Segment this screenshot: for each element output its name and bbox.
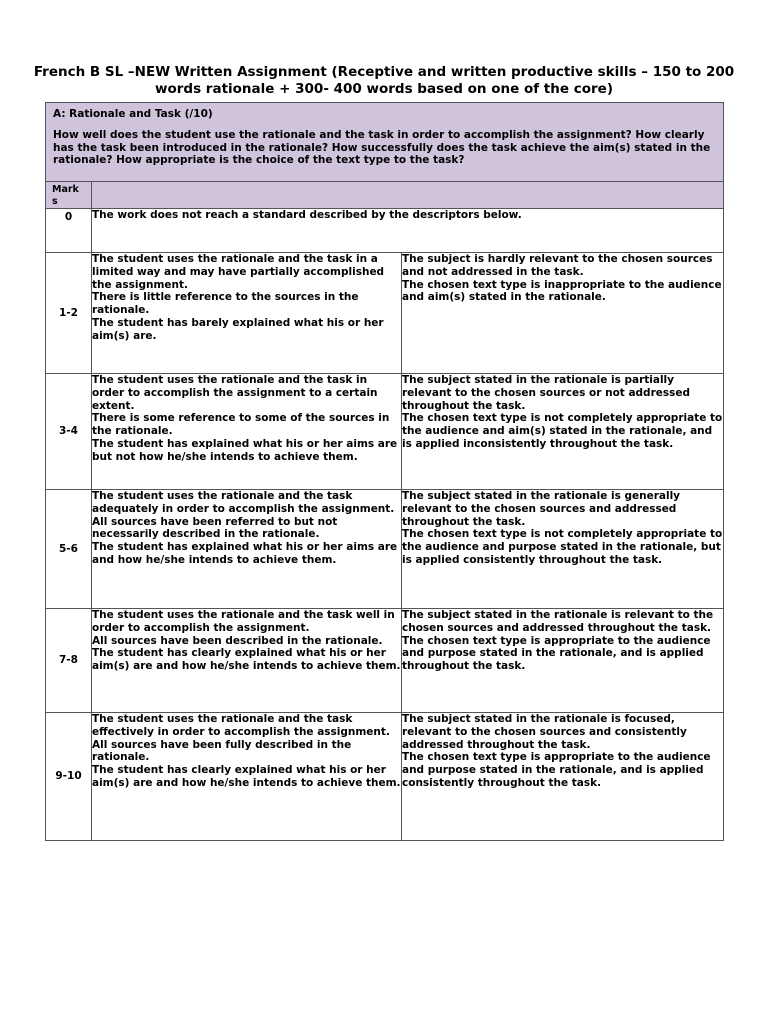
descriptor-line: The subject stated in the rationale is partially relevant to the chosen sources or not addressed throughout the task. [402, 374, 691, 412]
band-descriptor-left [92, 253, 402, 374]
band-mark: 0 [46, 209, 92, 253]
band-descriptor: The work does not reach a standard described by the descriptors below. [92, 209, 724, 253]
descriptor-line: The chosen text type is appropriate to the audience and purpose stated in the rationale, and is applied consistently throughout the task. [402, 751, 711, 789]
band-descriptor-right [402, 609, 724, 713]
band-row-0 [46, 209, 724, 253]
band-row-7-8 [46, 609, 724, 713]
band-row-5-6 [46, 490, 724, 609]
marks-column-label [46, 182, 91, 208]
descriptor-line: The student uses the rationale and the task in order to accomplish the assignment to a certain extent. [92, 374, 378, 412]
band-descriptor-right [402, 374, 724, 490]
descriptor-line: The chosen text type is inappropriate to the audience and aim(s) stated in the rationale. [402, 278, 722, 304]
descriptor-line: The student has barely explained what his or her aim(s) are. [92, 316, 384, 342]
descriptor-line: The student uses the rationale and the task effectively in order to accomplish the assignment. [92, 713, 390, 738]
descriptor-line: All sources have been described in the rationale. [92, 634, 383, 647]
marks-header-row [46, 182, 724, 209]
descriptor-line: The student uses the rationale and the task in a limited way and may have partially accomplished the assignment. [92, 253, 385, 291]
descriptor-line: The chosen text type is not completely appropriate to the audience and aim(s) stated in the rationale, and is applied inconsistently throughout the task. [402, 412, 723, 450]
descriptor-line: The subject stated in the rationale is focused, relevant to the chosen sources and consistently addressed throughout the task. [402, 713, 687, 751]
band-descriptor-left [92, 609, 402, 713]
descriptor-line: The student uses the rationale and the task well in order to accomplish the assignment. [92, 609, 395, 634]
descriptor-line: The student has explained what his or her aims are but not how he/she intends to achieve them. [92, 437, 398, 463]
band-descriptor-left [92, 490, 402, 609]
descriptor-line: The subject stated in the rationale is generally relevant to the chosen sources and addressed throughout the task. [402, 490, 681, 528]
band-descriptor-left [92, 713, 402, 841]
descriptor-line: The student uses the rationale and the task adequately in order to accomplish the assignment. [92, 490, 395, 515]
band-mark: 9-10 [46, 713, 92, 841]
descriptor-line: The chosen text type is not completely appropriate to the audience and purpose stated in the rationale, but is applied consistently throughout the task. [402, 528, 723, 566]
band-row-3-4 [46, 374, 724, 490]
rubric-table [45, 102, 724, 841]
document-title-line-1: French B SL –NEW Written Assignment (Receptive and written productive skills – 150 to 200 [33, 64, 735, 80]
descriptor-line: All sources have been referred to but not necessarily described in the rationale. [92, 515, 338, 541]
descriptor-line: There is little reference to the sources in the rationale. [92, 291, 359, 317]
band-descriptor-left [92, 374, 402, 490]
band-mark: 1-2 [46, 253, 92, 374]
descriptor-line: The student has clearly explained what his or her aim(s) are and how he/she intends to achieve them. [92, 647, 401, 673]
band-row-9-10 [46, 713, 724, 841]
marks-label-line-1: Mark [52, 184, 79, 195]
descriptor-line: The student has explained what his or her aims are and how he/she intends to achieve them. [92, 541, 398, 566]
band-mark: 7-8 [46, 609, 92, 713]
band-descriptor-right [402, 713, 724, 841]
descriptor-line: There is some reference to some of the sources in the rationale. [92, 412, 390, 438]
band-mark: 5-6 [46, 490, 92, 609]
document-title-line-2: words rationale + 300- 400 words based on one of the core) [155, 81, 613, 97]
criterion-question: How well does the student use the rationale and the task in order to accomplish the assignment? How clearly has the task been introduced in the rationale? How successfully does the task achieve the aim(s) stated in the rationale? How appropriate is the choice of the text type to the task? [53, 128, 711, 167]
descriptor-line: The subject stated in the rationale is relevant to the chosen sources and addressed throughout the task. [402, 609, 714, 634]
band-mark: 3-4 [46, 374, 92, 490]
descriptor-line: The student has clearly explained what his or her aim(s) are and how he/she intends to achieve them. [92, 764, 401, 789]
criterion-header-row [46, 103, 724, 182]
band-descriptor-right [402, 490, 724, 609]
descriptor-line: The chosen text type is appropriate to the audience and purpose stated in the rationale, and is applied throughout the task. [402, 634, 711, 673]
criterion-heading: A: Rationale and Task (/10) [53, 108, 213, 120]
descriptor-line: The subject is hardly relevant to the chosen sources and not addressed in the task. [402, 253, 713, 278]
band-descriptor-right [402, 253, 724, 374]
marks-label-line-2: s [52, 196, 58, 207]
descriptor-line: All sources have been fully described in the rationale. [92, 738, 352, 764]
band-row-1-2 [46, 253, 724, 374]
document-title [0, 64, 768, 98]
